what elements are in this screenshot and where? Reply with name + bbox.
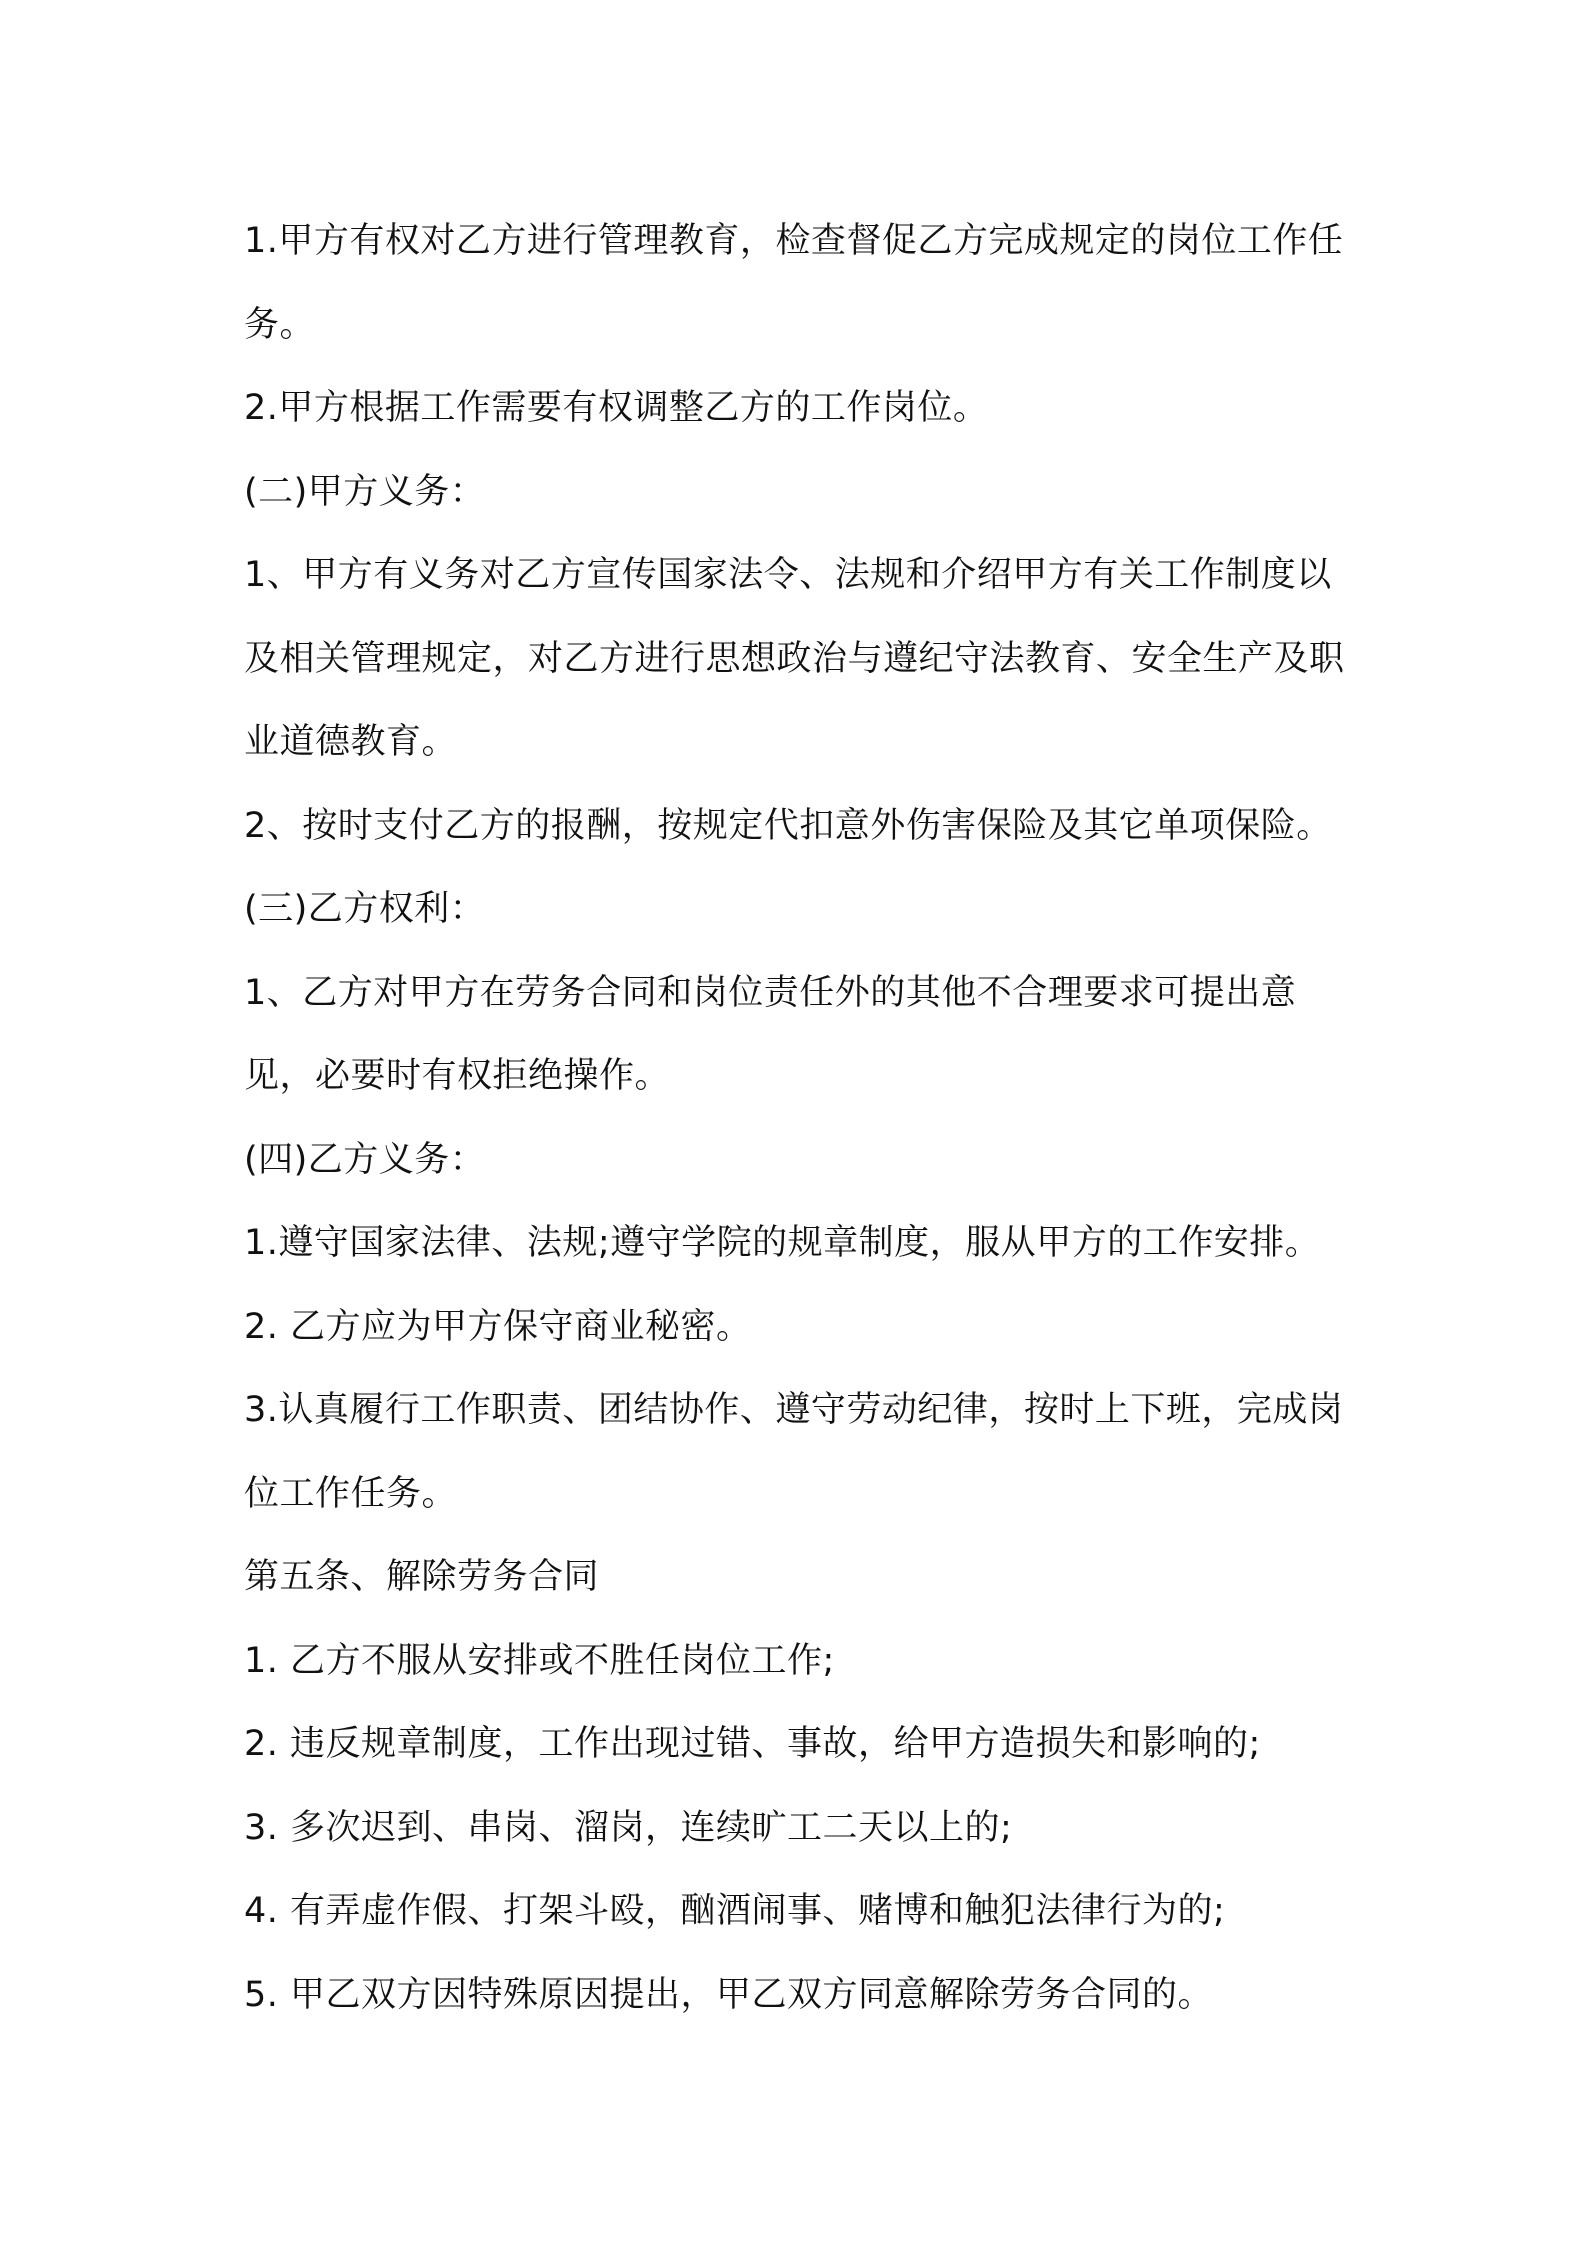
paragraph-10: 2. 乙方应为甲方保守商业秘密。 (244, 1306, 752, 1347)
paragraph-1: 1.甲方有权对乙方进行管理教育，检查督促乙方完成规定的岗位工作任务。 (244, 221, 1344, 345)
article-heading-termination: 第五条、解除劳务合同 (244, 1557, 600, 1597)
paragraph-13: 1. 乙方不服从安排或不胜任岗位工作; (244, 1640, 835, 1681)
section-heading-party-b-rights: (三)乙方权利： (244, 889, 486, 929)
paragraph-9: 1.遵守国家法律、法规;遵守学院的规章制度，服从甲方的工作安排。 (244, 1223, 1321, 1263)
document-body (244, 200, 1364, 2037)
paragraph-16: 4. 有弄虚作假、打架斗殴，酗酒闹事、赌博和触犯法律行为的; (244, 1891, 1226, 1931)
paragraph-15: 3. 多次迟到、串岗、溜岗，连续旷工二天以上的; (244, 1807, 1013, 1848)
paragraph-17: 5. 甲乙双方因特殊原因提出，甲乙双方同意解除劳务合同的。 (244, 1974, 1214, 2015)
paragraph-7: 1、乙方对甲方在劳务合同和岗位责任外的其他不合理要求可提出意见，必要时有权拒绝操作。 (244, 972, 1297, 1096)
paragraph-14: 2. 违反规章制度，工作出现过错、事故，给甲方造损失和影响的; (244, 1724, 1261, 1764)
paragraph-4: 1、甲方有义务对乙方宣传国家法令、法规和介绍甲方有关工作制度以及相关管理规定，对乙方进行思想政治与遵纪守法教育、安全生产及职业道德教育。 (244, 555, 1345, 762)
paragraph-5: 2、按时支付乙方的报酬，按规定代扣意外伤害保险及其它单项保险。 (244, 805, 1332, 846)
section-heading-party-a-obligations: (二)甲方义务： (244, 471, 486, 512)
paragraph-2: 2.甲方根据工作需要有权调整乙方的工作岗位。 (244, 388, 989, 428)
paragraph-11: 3.认真履行工作职责、团结协作、遵守劳动纪律，按时上下班，完成岗位工作任务。 (244, 1390, 1344, 1514)
section-heading-party-b-obligations: (四)乙方义务： (244, 1139, 486, 1180)
